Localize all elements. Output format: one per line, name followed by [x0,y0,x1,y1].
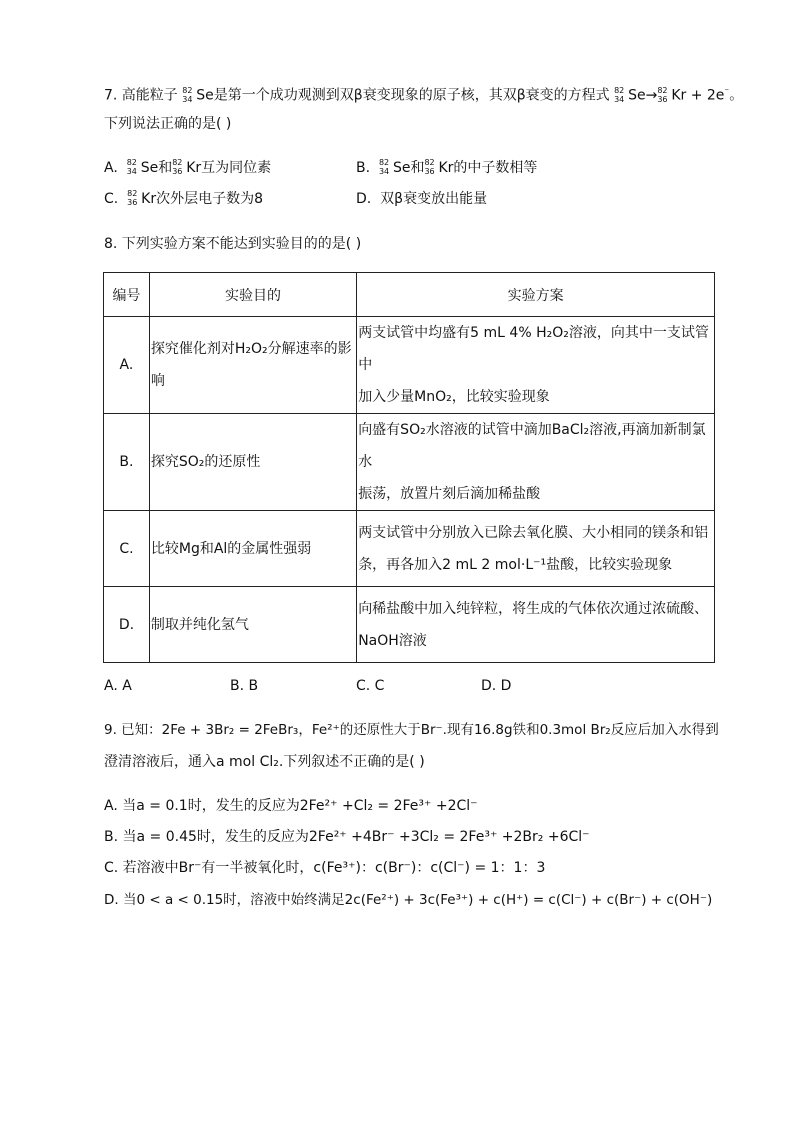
option-label: D. [356,191,372,207]
q9-option-a[interactable]: A. 当a = 0.1时，发生的反应为2Fe²⁺ +Cl₂ = 2Fe³⁺ +2Cl⁻ [104,798,478,814]
kr-nuclide: 82 36 [172,158,183,176]
row-plan [357,414,715,511]
q8-answer-a[interactable]: A. A [104,678,132,694]
option-text: 和 [158,160,173,176]
se-symbol: Se [392,160,411,176]
se-nuclide: 82 34 [182,85,193,104]
kr-symbol: Kr [141,191,157,207]
kr-symbol: Kr [438,160,454,176]
kr-symbol: Kr [186,160,202,176]
q7-line1 [104,82,743,106]
arrow: → [645,87,658,104]
kr-nuclide: 82 36 [424,158,435,176]
row-id: B. [104,414,150,511]
option-text: 互为同位素 [201,160,272,176]
goal-line: 探究SO₂的还原性 [150,454,261,470]
q8-answer-d[interactable]: D. D [481,678,512,694]
q7-option-a[interactable] [104,158,271,178]
row-goal [149,414,356,511]
goal-line: 制取并纯化氢气 [150,616,249,633]
q8-answer-c[interactable]: C. C [356,678,385,694]
option-text: 次外层电子数为8 [156,191,263,207]
se-nuclide: 82 34 [378,158,390,176]
table-row [104,414,715,511]
q8-stem: 8. 下列实验方案不能达到实验目的的是( ) [104,236,362,252]
option-text: 双β衰变放出能量 [380,191,488,207]
q9-option-b[interactable]: B. 当a = 0.45时，发生的反应为2Fe²⁺ +4Br⁻ +3Cl₂ = 2Fe³⁺ +2Br₂ +6Cl⁻ [104,829,590,845]
q7-line2: 下列说法正确的是( ) [104,116,232,132]
row-goal [149,317,356,414]
row-id: D. [104,587,150,663]
q7-text-2: 是第一个成功观测到双β衰变现象的原子核，其双β衰变的方程式 [213,87,615,104]
plan-line: NaOH溶液 [358,632,427,649]
q7-option-d[interactable] [356,189,487,209]
row-id: C. [104,511,150,587]
se-symbol: Se [196,87,214,104]
header-goal: 实验目的 [149,273,356,317]
q7-option-c[interactable] [104,189,263,209]
row-plan [357,317,715,414]
option-text: 和 [410,160,425,176]
kr-nuclide: 82 36 [127,189,138,207]
option-label: A. [104,160,118,176]
table-row [104,317,715,414]
goal-line: 探究催化剂对H₂O₂分解速率的影 [150,341,352,357]
plan-line: 加入少量MnO₂，比较实验现象 [358,389,550,405]
q9-option-d[interactable]: D. 当0 < a < 0.15时，溶液中始终满足2c(Fe²⁺) + 3c(Fe³⁺) + c(H⁺) = c(Cl⁻) + c(Br⁻) + c(OH⁻) [104,892,713,908]
row-plan [357,511,715,587]
se-nuclide: 82 34 [126,158,137,176]
q7-period: 。 [729,87,744,104]
kr-nuclide: 82 36 [657,85,668,104]
q8-answer-b[interactable]: B. B [230,678,259,694]
experiment-table [103,272,715,663]
row-goal [149,587,356,663]
header-id: 编号 [104,273,150,317]
option-label: B. [356,160,371,176]
row-id: A. [104,317,150,414]
option-text: 的中子数相等 [453,160,538,176]
table-row [104,587,715,663]
q9-line2: 澄清溶液后，通入a mol Cl₂.下列叙述不正确的是( ) [104,754,425,770]
table-row [104,511,715,587]
q7-option-b[interactable] [356,158,537,178]
row-goal [149,511,356,587]
se-symbol: Se [140,160,159,176]
plan-line: 向盛有SO₂水溶液的试管中滴加BaCl₂溶液,再滴加新制氯水 [358,422,706,470]
table-header-row [104,273,715,317]
goal-line: 响 [150,373,165,389]
q7-text: 7. 高能粒子 [104,87,183,104]
q9-option-c[interactable]: C. 若溶液中Br⁻有一半被氧化时，c(Fe³⁺)：c(Br⁻)：c(Cl⁻) = 1：1：3 [104,860,546,876]
row-plan [357,587,715,663]
option-label: C. [104,191,119,207]
plan-line: 两支试管中分别放入已除去氧化膜、大小相同的镁条和铝 [358,524,709,541]
q9-line1: 9. 已知：2Fe + 3Br₂ = 2FeBr₃，Fe²⁺的还原性大于Br⁻.现有16.8g铁和0.3mol Br₂反应后加入水得到 [104,722,719,738]
q7-charge: ⁻ [724,87,730,97]
q7-eq-tail: Kr + 2e [671,87,725,104]
plan-line: 两支试管中均盛有5 mL 4% H₂O₂溶液，向其中一支试管中 [358,325,709,373]
goal-line: 比较Mg和Al的金属性强弱 [150,540,312,557]
se-nuclide-2: 82 34 [614,85,625,104]
plan-line: 向稀盐酸中加入纯锌粒，将生成的气体依次通过浓硫酸、 [358,600,709,617]
se-symbol-2: Se [628,87,646,104]
header-plan: 实验方案 [357,273,715,317]
plan-line: 振荡，放置片刻后滴加稀盐酸 [358,486,541,502]
plan-line: 条，再各加入2 mL 2 mol·L⁻¹盐酸，比较实验现象 [358,556,673,573]
